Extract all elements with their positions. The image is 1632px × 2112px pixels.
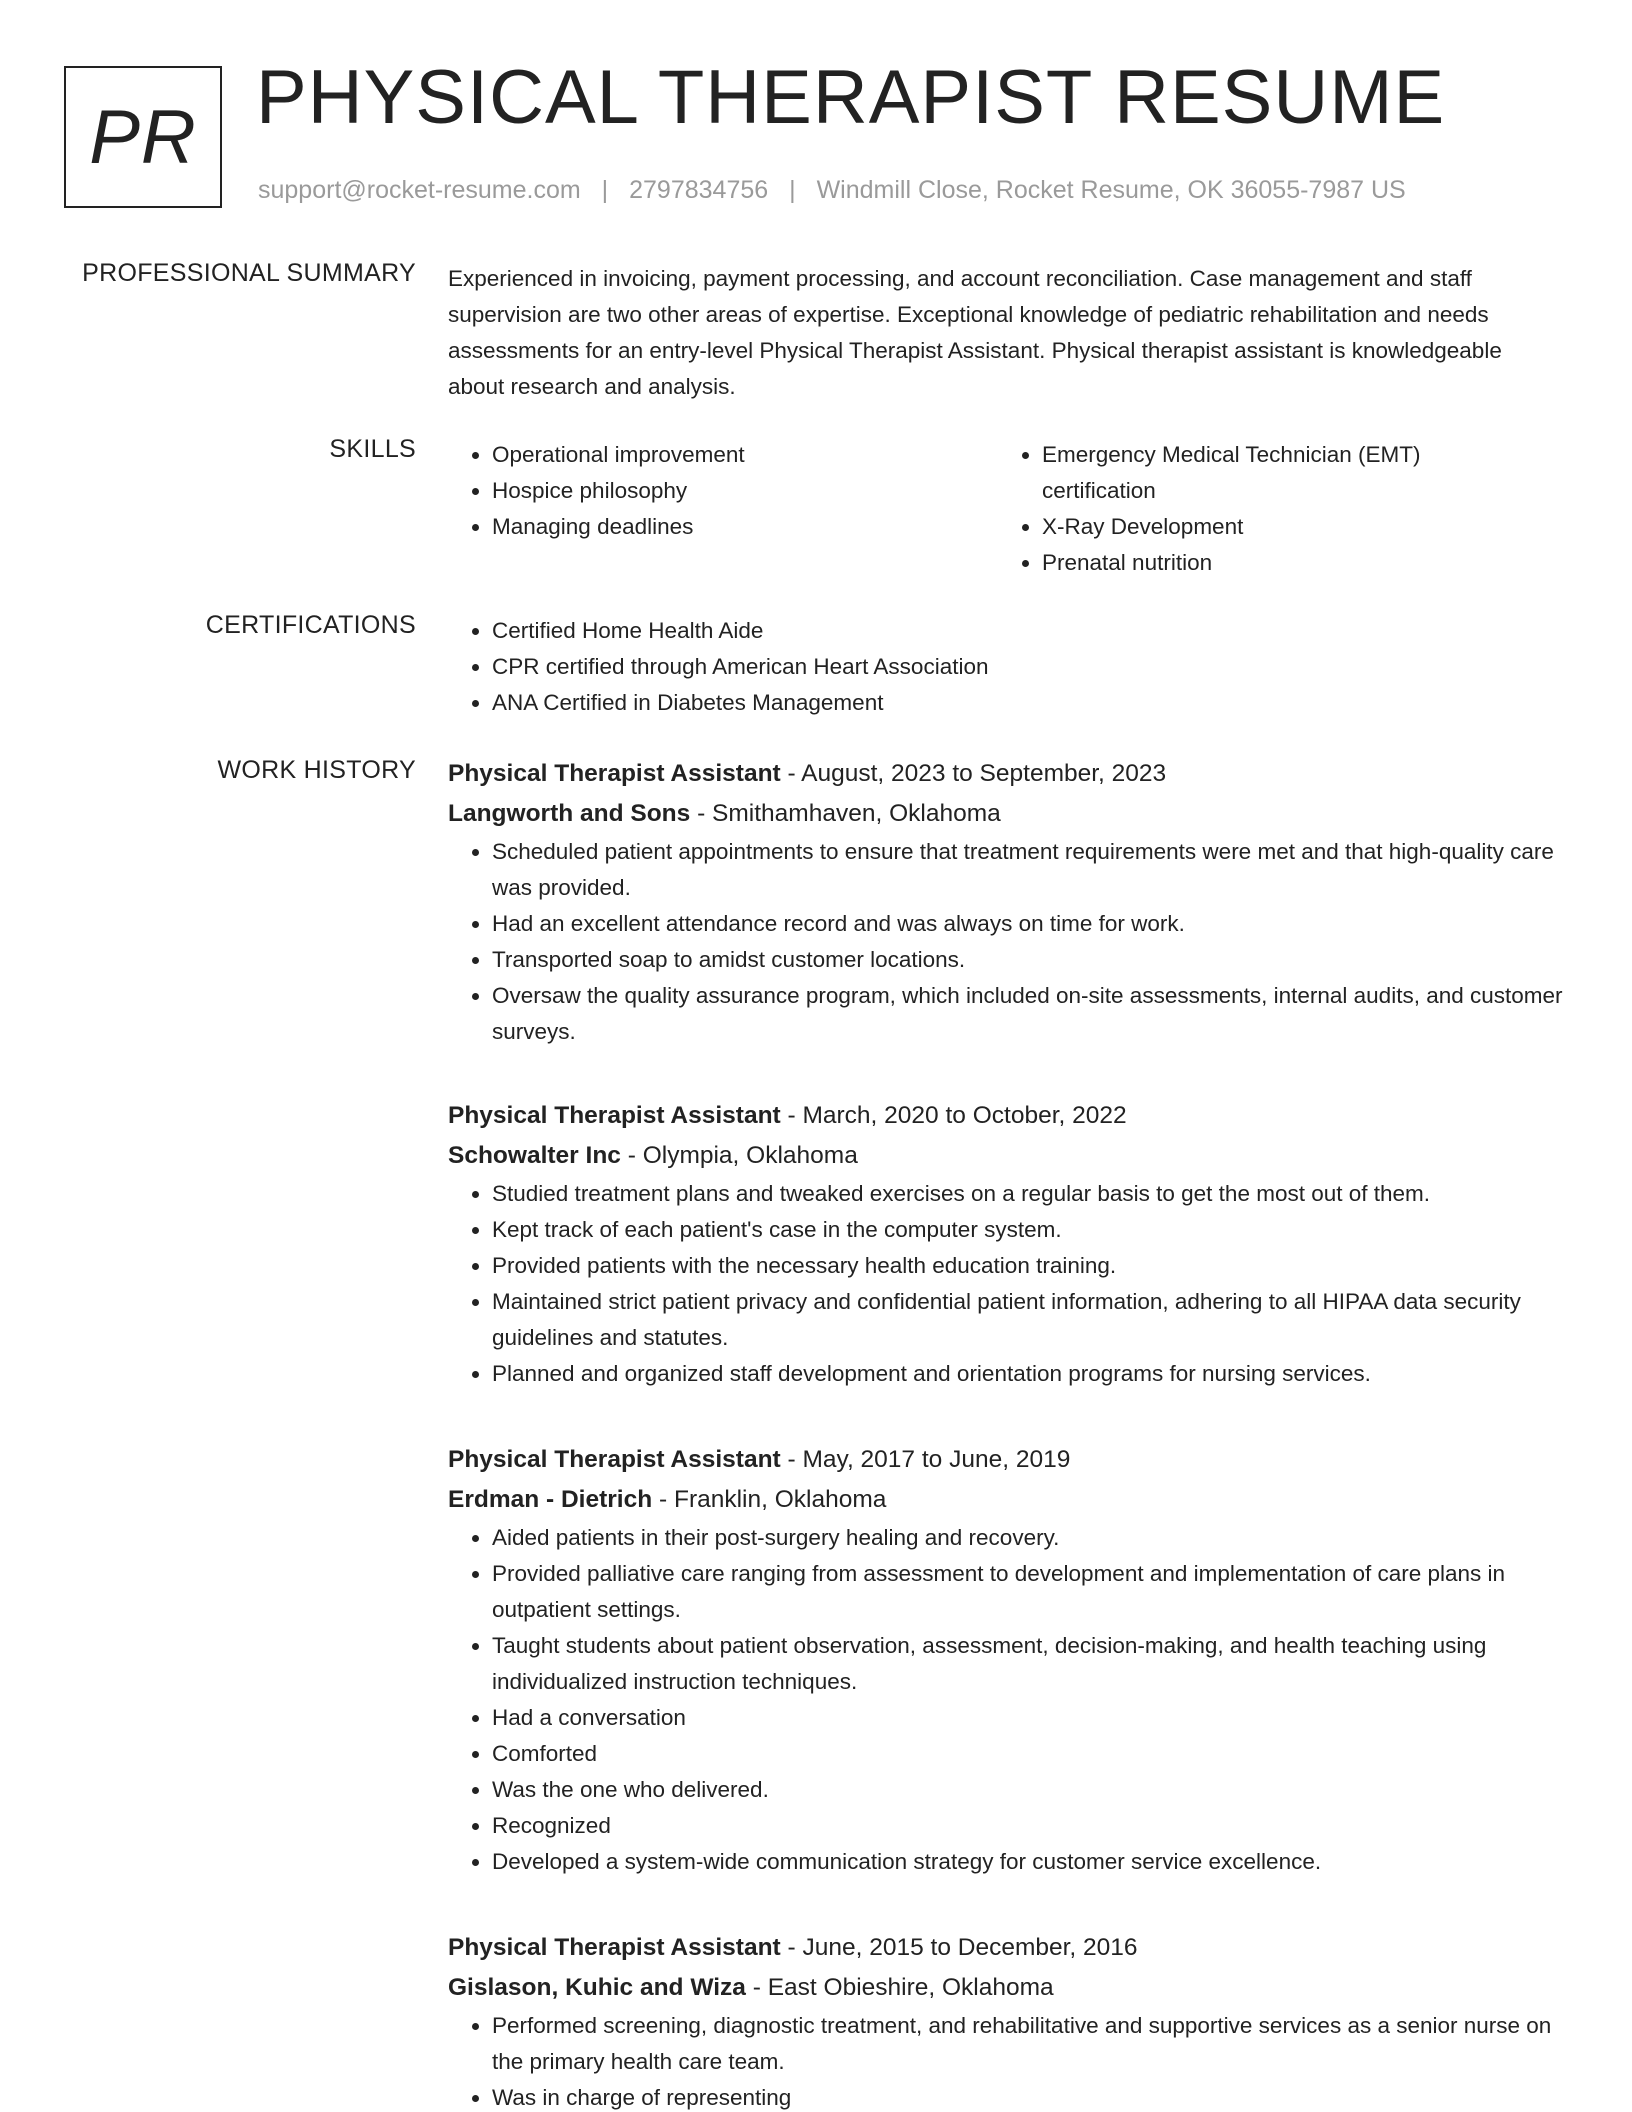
summary-body [448,261,1564,405]
contact-phone[interactable]: 2797834756 [629,176,769,204]
certification-item: • ANA Certified in Diabetes Management [492,685,1564,721]
job-bullet: • Scheduled patient appointments to ensure that treatment requirements were met and that high-quality care was provided. [492,834,1564,906]
job-bullet: • Had a conversation [492,1700,1564,1736]
job-location: - East Obieshire, Oklahoma [745,1974,1054,2001]
job-bullet: • Was the one who delivered. [492,1772,1564,1808]
summary-label: PROFESSIONAL SUMMARY [82,259,416,287]
skill-item: • Operational improvement [492,437,998,473]
monogram-text: PR [89,94,197,180]
work-history-label: WORK HISTORY [217,756,416,784]
skill-item: • Prenatal nutrition [1042,545,1548,581]
job-company-line [448,1968,1564,2008]
job-dates: - March, 2020 to October, 2022 [780,1102,1127,1129]
skill-item: • Hospice philosophy [492,473,998,509]
contact-email[interactable]: support@rocket-resume.com [258,176,581,204]
job-bullet: • Studied treatment plans and tweaked exercises on a regular basis to get the most out of them. [492,1176,1564,1212]
job-bullet: • Taught students about patient observation, assessment, decision-making, and health teaching using individualized instruction techniques. [492,1628,1564,1700]
job-bullet: • Had an excellent attendance record and was always on time for work. [492,906,1564,942]
job-bullet: • Planned and organized staff development and orientation programs for nursing services. [492,1356,1564,1392]
job-bullet: • Was in charge of representing [492,2080,1564,2112]
job-bullets [448,2008,1564,2112]
job-bullet: • Maintained strict patient privacy and confidential patient information, adhering to all HIPAA data security guidelines and statutes. [492,1284,1564,1356]
job-title-line [448,754,1564,794]
job-location: - Olympia, Oklahoma [620,1142,858,1169]
job-body [448,1928,1564,2112]
job-company: Gislason, Kuhic and Wiza [448,1974,746,2001]
skill-item: • Managing deadlines [492,509,998,545]
contact-separator: | [789,176,796,204]
job-company-line [448,1136,1564,1176]
job-company-line [448,1480,1564,1520]
job-bullets [448,1520,1564,1880]
job-bullet: • Provided patients with the necessary health education training. [492,1248,1564,1284]
job-location: - Smithamhaven, Oklahoma [690,800,1001,827]
job-dates: - May, 2017 to June, 2019 [780,1446,1071,1473]
job-dates: - June, 2015 to December, 2016 [780,1934,1138,1961]
certification-item: • Certified Home Health Aide [492,613,1564,649]
contact-line [258,176,1406,205]
job-title: Physical Therapist Assistant [448,1446,781,1473]
skills-body [448,437,1564,581]
skills-list-left [448,437,998,545]
monogram-badge [64,66,222,208]
job-title-line [448,1440,1564,1480]
skills-list-right [998,437,1548,581]
certifications-list [448,613,1564,721]
job-bullet: • Recognized [492,1808,1564,1844]
job-company-line [448,794,1564,834]
job-title-line [448,1928,1564,1968]
job-body [448,754,1564,1050]
job-bullet: • Comforted [492,1736,1564,1772]
contact-separator: | [601,176,609,204]
job-company: Schowalter Inc [448,1142,621,1169]
job-bullet: • Oversaw the quality assurance program, which included on-site assessments, internal audits, and customer surveys. [492,978,1564,1050]
job-body [448,1096,1564,1392]
job-dates: - August, 2023 to September, 2023 [780,760,1167,787]
job-title: Physical Therapist Assistant [448,1934,781,1961]
resume-title: PHYSICAL THERAPIST RESUME [256,55,1446,140]
skills-column-right [998,437,1548,581]
skill-item: • Emergency Medical Technician (EMT) certification [1042,437,1548,509]
job-bullets [448,1176,1564,1392]
job-bullet: • Aided patients in their post-surgery healing and recovery. [492,1520,1564,1556]
contact-address: Windmill Close, Rocket Resume, OK 36055-7987 US [816,176,1406,204]
skills-label: SKILLS [329,435,416,463]
skills-column-left [448,437,998,581]
job-title-line [448,1096,1564,1136]
job-bullet: • Kept track of each patient's case in the computer system. [492,1212,1564,1248]
job-bullet: • Transported soap to amidst customer locations. [492,942,1564,978]
job-bullet: • Developed a system-wide communication strategy for customer service excellence. [492,1844,1564,1880]
job-location: - Franklin, Oklahoma [652,1486,887,1513]
job-company: Langworth and Sons [448,800,691,827]
job-title: Physical Therapist Assistant [448,760,781,787]
job-bullet: • Provided palliative care ranging from assessment to development and implementation of care plans in outpatient settings. [492,1556,1564,1628]
skills-grid [448,437,1564,581]
job-body [448,1440,1564,1880]
certifications-body [448,613,1564,721]
job-title: Physical Therapist Assistant [448,1102,781,1129]
job-bullets [448,834,1564,1050]
job-bullet: • Performed screening, diagnostic treatment, and rehabilitative and supportive services as a senior nurse on the primary health care team. [492,2008,1564,2080]
job-company: Erdman - Dietrich [448,1486,653,1513]
certification-item: • CPR certified through American Heart Association [492,649,1564,685]
skill-item: • X-Ray Development [1042,509,1548,545]
certifications-label: CERTIFICATIONS [205,611,416,639]
summary-text: Experienced in invoicing, payment processing, and account reconciliation. Case management and staff supervision are two other areas of expertise. Exceptional knowledge of pediatric rehabilitation and needs assessments for an entry-level Physical Therapist Assistant. Physical therapist assistant is knowledgeable about research and analysis. [448,266,1502,399]
